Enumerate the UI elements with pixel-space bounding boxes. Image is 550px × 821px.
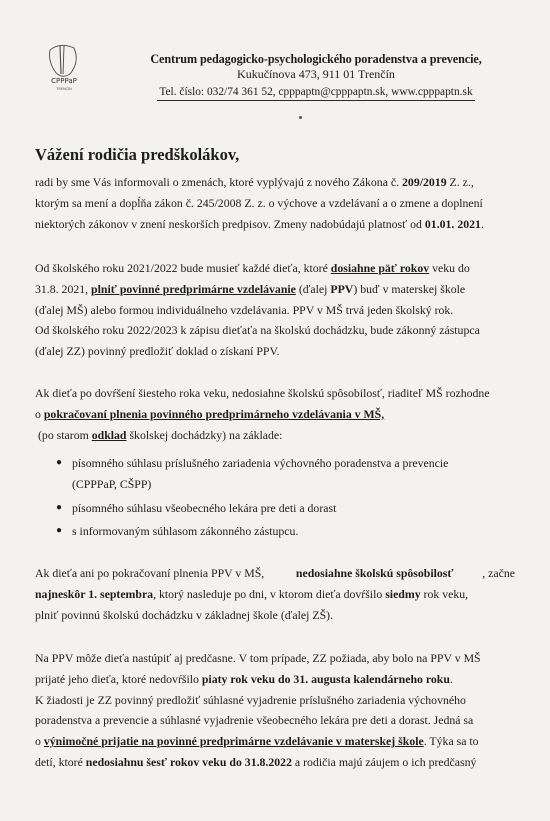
logo-subtext: TRENČÍN (56, 87, 72, 91)
text-line: (po starom odklad školskej dochádzky) na základe: (38, 427, 283, 442)
text-line: detí, ktoré nedosiahnu šesť rokov veku do 31.8.2022 a rodičia majú záujem o ich predčasný (35, 754, 477, 769)
text-line: ktorým sa mení a dopĺňa zákon č. 245/2008 Z. z. o výchove a vzdelávaní a o zmene a doplnení (35, 195, 483, 210)
cpppap-logo (44, 40, 86, 92)
list-item: ● písomného súhlasu príslušného zariadenia výchovného poradenstva a prevencie (CPPPaP, CŠPP) (56, 453, 516, 495)
text-line: Ak dieťa ani po pokračovaní plnenia PPV v MŠ, nedosiahne školskú spôsobilosť , začne (35, 566, 515, 580)
stray-dot (299, 116, 302, 119)
list-item: ● s informovaným súhlasom zákonného zástupcu. (56, 521, 516, 542)
text-line: o pokračovaní plnenia povinného predprimárneho vzdelávania v MŠ, (35, 406, 385, 421)
letterhead (96, 52, 536, 101)
text-line: 31.8. 2021, plniť povinné predprimárne vzdelávanie (ďalej PPV) buď v materskej škole (35, 281, 466, 296)
text-line: poradenstva a prevencie a súhlasné vyjadrenie všeobecného lekára pre deti a dorast. Jedná sa (35, 713, 474, 728)
text-line: K žiadosti je ZZ povinný predložiť súhlasné vyjadrenie príslušného zariadenia výchovného (35, 692, 466, 707)
text-line: Ak dieťa po dovŕšení šiesteho roka veku, nedosiahne školskú spôsobilosť, riaditeľ MŠ rozhodne (35, 386, 490, 400)
paragraph-continuation (35, 383, 515, 445)
list-item: ● písomného súhlasu všeobecného lekára pre deti a dorast (56, 498, 516, 519)
paragraph-ppv (35, 258, 515, 362)
paragraph-school-readiness (35, 563, 515, 625)
logo-text: CPPPaP (51, 77, 77, 85)
organization-address: Kukučínova 473, 911 01 Trenčín (237, 67, 395, 81)
text-line: (ďalej ZZ) povinný predložiť doklad o získaní PPV. (35, 344, 280, 359)
greeting-heading: Vážení rodičia predškolákov, (35, 145, 240, 164)
text-line: Na PPV môže dieťa nastúpiť aj predčasne. V tom prípade, ZZ požiada, aby bolo na PPV v MŠ (35, 651, 481, 665)
text-line: Od školského roku 2021/2022 bude musieť každé dieťa, ktoré dosiahne päť rokov veku do (35, 261, 470, 275)
organization-contact: Tel. číslo: 032/74 361 52, cpppaptn@cpppaptn.sk, www.cpppaptn.sk (157, 85, 474, 101)
organization-name: Centrum pedagogicko-psychologického poradenstva a prevencie, (150, 52, 482, 66)
text-line: prijaté jeho dieťa, ktoré nedovŕšilo piaty rok veku do 31. augusta kalendárneho roku. (35, 671, 453, 686)
text-line: Od školského roku 2022/2023 k zápisu dieťaťa na školskú dochádzku, bude zákonný zástupca (35, 323, 480, 338)
text-line: o výnimočné prijatie na povinné predprimárne vzdelávanie v materskej škole. Týka sa to (35, 734, 479, 749)
bullet-icon: ● (56, 525, 63, 537)
text-line: najneskôr 1. septembra, ktorý nasleduje po dni, v ktorom dieťa dovŕšilo siedmy rok veku, (35, 586, 469, 601)
text-line: radi by sme Vás informovali o zmenách, ktoré vyplývajú z nového Zákona č. 209/2019 Z. z., (35, 175, 474, 189)
bullet-icon: ● (56, 457, 63, 468)
text-line: niektorých zákonov v znení neskorších predpisov. Zmeny nadobúdajú platnosť od 01.01. 2021. (35, 216, 484, 231)
paragraph-early-entry (35, 648, 515, 773)
text-line: plniť povinnú školskú dochádzku v základnej škole (ďalej ZŠ). (35, 607, 334, 622)
paragraph-intro (35, 172, 515, 234)
conditions-list (56, 453, 516, 542)
text-line: (ďalej MŠ) alebo formou individuálneho vzdelávania. PPV v MŠ trvá jeden školský rok. (35, 302, 454, 317)
bullet-icon: ● (56, 501, 63, 513)
